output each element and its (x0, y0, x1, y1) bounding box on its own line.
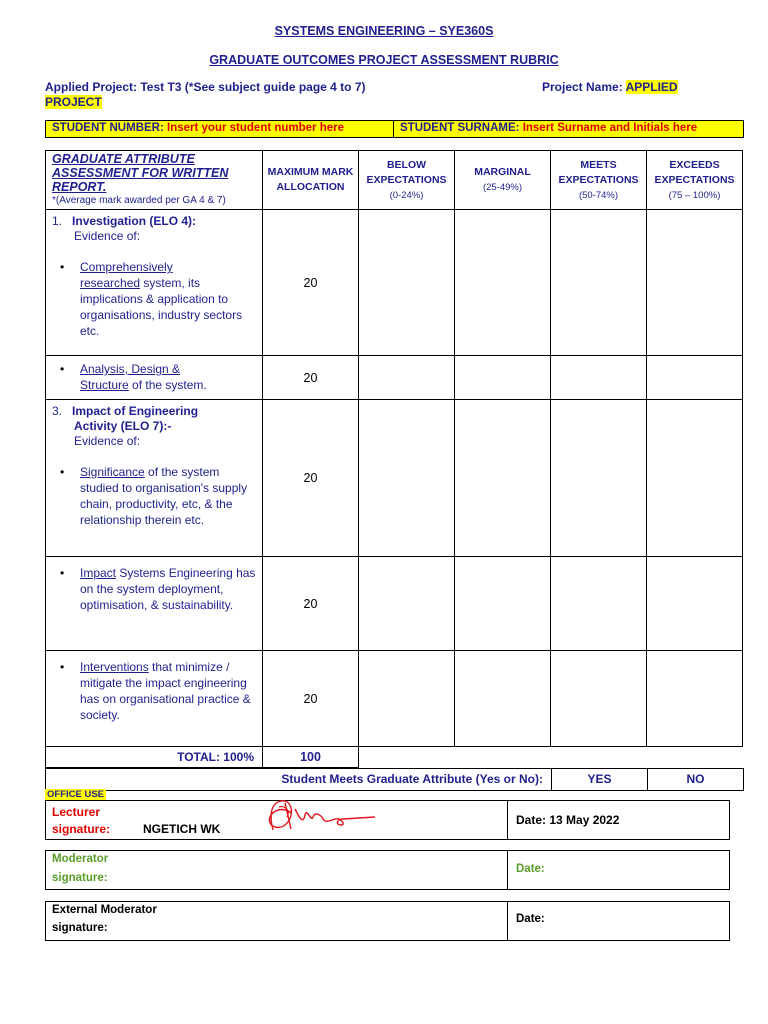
sec1-b1-text: system, its implications & application to organisations, industry sectors etc. (80, 276, 243, 338)
lecturer-label-1: Lecturer (52, 805, 101, 819)
total-value: 100 (263, 747, 359, 768)
sec1-number: 1. (52, 214, 63, 228)
header-meets-line1: MEETS (580, 158, 617, 171)
sec3-b1-text: of the system studied to organisation's supply chain, productivity, etc, & the relationship therein etc. (80, 465, 248, 527)
student-number-field[interactable] (52, 122, 344, 134)
student-surname-label: STUDENT SURNAME: (400, 122, 520, 134)
score-cell-meets[interactable] (551, 400, 647, 557)
meets-attribute-row (45, 768, 744, 791)
header-exceeds-line3: (75 – 100%) (668, 189, 721, 201)
sec1-b1-keyword1: Comprehensively (80, 260, 173, 274)
external-label-2[interactable]: signature: (52, 922, 108, 934)
total-empty (359, 747, 743, 768)
header-attribute-line1: GRADUATE ATTRIBUTE (52, 152, 195, 166)
project-name-value: APPLIED (625, 80, 678, 94)
header-below-line2: EXPECTATIONS (366, 173, 447, 186)
sec1-b2-cell (46, 356, 263, 400)
sec3-b3-text: that minimize / mitigate the impact engineering has on organisational practice & society. (80, 660, 251, 722)
sec1-b1-max-mark: 20 (263, 210, 359, 356)
lecturer-box (45, 800, 730, 840)
student-surname-field[interactable] (400, 122, 697, 134)
moderator-date[interactable]: Date: (516, 863, 545, 875)
sec3-evidence: Evidence of: (74, 434, 141, 448)
header-below-line1: BELOW (386, 158, 427, 171)
sec1-criteria-cell (46, 210, 263, 356)
sec3-criteria-cell (46, 400, 263, 557)
table-row (46, 210, 743, 356)
sec3-b2-max-mark: 20 (263, 557, 359, 651)
table-row (46, 557, 743, 651)
sec1-bullet2 (52, 361, 256, 393)
sec1-b2-keyword1: Analysis, Design & (80, 362, 181, 376)
header-attribute-line3: REPORT. (52, 180, 107, 194)
sec3-b2-text: Systems Engineering has on the system deployment, optimisation, & sustainability. (80, 566, 256, 612)
document-subtitle: GRADUATE OUTCOMES PROJECT ASSESSMENT RUBRIC (209, 53, 559, 67)
header-marginal-line2: (25-49%) (482, 182, 523, 193)
project-name-label: Project Name: (542, 80, 623, 94)
score-cell-below[interactable] (359, 557, 455, 651)
sec3-title-line1: Impact of Engineering (72, 404, 199, 418)
sec3-title-line2: Activity (ELO 7):- (74, 419, 172, 433)
header-below (359, 151, 455, 210)
student-number-label: STUDENT NUMBER: (52, 122, 164, 134)
score-cell-marginal[interactable] (455, 356, 551, 400)
sec3-heading (52, 404, 256, 419)
moderator-label-1: Moderator (52, 853, 109, 865)
no-option[interactable]: NO (686, 772, 705, 786)
score-cell-marginal[interactable] (455, 651, 551, 747)
sec3-bullet2 (52, 565, 256, 613)
external-moderator-box (45, 901, 730, 941)
header-exceeds-line2: EXPECTATIONS (654, 173, 735, 186)
moderator-label-2[interactable]: signature: (52, 872, 108, 884)
score-cell-marginal[interactable] (455, 210, 551, 356)
applied-project-label: Applied Project: Test T3 (*See subject guide page 4 to 7) (45, 80, 366, 94)
sec3-b2-cell (46, 557, 263, 651)
table-row (46, 400, 743, 557)
student-surname-value: Insert Surname and Initials here (522, 122, 698, 134)
sec3-b3-max-mark: 20 (263, 651, 359, 747)
score-cell-marginal[interactable] (455, 400, 551, 557)
sec3-b3-keyword: Interventions (80, 660, 149, 674)
table-row (46, 356, 743, 400)
sec1-evidence: Evidence of: (74, 229, 141, 243)
score-cell-exceeds[interactable] (647, 651, 743, 747)
sec1-b2-max-mark: 20 (263, 356, 359, 400)
header-marginal (455, 151, 551, 210)
total-row (46, 747, 743, 768)
score-cell-below[interactable] (359, 651, 455, 747)
yes-option[interactable]: YES (587, 772, 612, 786)
score-cell-meets[interactable] (551, 210, 647, 356)
header-max-line1: MAXIMUM MARK (267, 166, 354, 178)
header-meets-line2: EXPECTATIONS (558, 173, 639, 186)
bar-divider (393, 121, 394, 137)
sec3-b1-max-mark: 20 (263, 400, 359, 557)
score-cell-meets[interactable] (551, 651, 647, 747)
table-row (46, 651, 743, 747)
rubric-table (45, 150, 743, 768)
sec3-bullet3 (52, 659, 256, 723)
header-below-line3: (0-24%) (389, 189, 424, 201)
header-attribute-note: *(Average mark awarded per GA 4 & 7) (52, 195, 226, 206)
header-attribute (46, 151, 263, 210)
sec1-heading (52, 214, 256, 229)
sec1-b2-keyword2: Structure (80, 378, 129, 392)
lecturer-signature-icon (251, 795, 381, 837)
sec3-b3-cell (46, 651, 263, 747)
project-name-value-cont: PROJECT (45, 95, 102, 109)
sec1-b2-text: of the system. (128, 378, 207, 392)
lecturer-date: Date: 13 May 2022 (516, 813, 620, 827)
score-cell-meets[interactable] (551, 557, 647, 651)
external-date[interactable]: Date: (516, 913, 545, 925)
moderator-box (45, 850, 730, 890)
score-cell-exceeds[interactable] (647, 210, 743, 356)
sec3-b1-keyword: Significance (80, 465, 145, 479)
sec3-number: 3. (52, 404, 63, 418)
header-meets (551, 151, 647, 210)
score-cell-below[interactable] (359, 356, 455, 400)
sec1-bullet1 (52, 259, 256, 339)
score-cell-below[interactable] (359, 210, 455, 356)
score-cell-meets[interactable] (551, 356, 647, 400)
sec1-b1-keyword2: researched (80, 276, 141, 290)
score-cell-marginal[interactable] (455, 557, 551, 651)
office-use-label: OFFICE USE (47, 789, 105, 800)
student-info-bar (45, 120, 744, 138)
score-cell-exceeds[interactable] (647, 356, 743, 400)
external-label-1: External Moderator (52, 904, 157, 916)
score-cell-exceeds[interactable] (647, 557, 743, 651)
sec3-bullet1 (52, 464, 256, 528)
student-number-value: Insert your student number here (167, 122, 345, 134)
header-marginal-line1: MARGINAL (474, 166, 531, 178)
header-exceeds-line1: EXCEEDS (669, 158, 720, 171)
sec1-title: Investigation (ELO 4): (72, 214, 197, 228)
meets-question: Student Meets Graduate Attribute (Yes or No): (281, 772, 543, 786)
header-attribute-line2: ASSESSMENT FOR WRITTEN (52, 166, 229, 180)
document-title: SYSTEMS ENGINEERING – SYE360S (274, 24, 494, 38)
header-exceeds (647, 151, 743, 210)
header-meets-line3: (50-74%) (578, 189, 619, 201)
project-name (542, 80, 678, 94)
header-max-mark (263, 151, 359, 210)
lecturer-name: NGETICH WK (143, 822, 221, 836)
sec3-b2-keyword: Impact (80, 566, 117, 580)
lecturer-label-2: signature: (52, 822, 111, 836)
score-cell-below[interactable] (359, 400, 455, 557)
header-max-line2: ALLOCATION (276, 181, 345, 193)
total-label: TOTAL: 100% (46, 747, 263, 768)
score-cell-exceeds[interactable] (647, 400, 743, 557)
